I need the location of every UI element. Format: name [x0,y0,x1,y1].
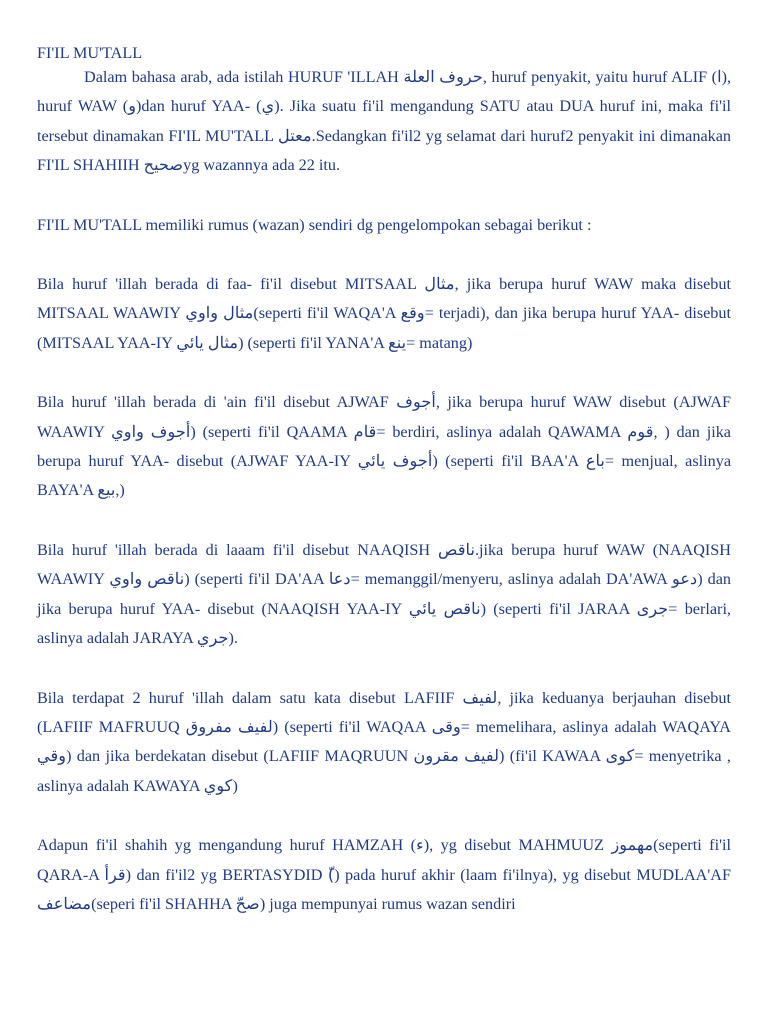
paragraph-intro: Dalam bahasa arab, ada istilah HURUF 'ILLAH حروف العلة, huruf penyakit, yaitu huruf ALIF (ا), huruf WAW (و)dan huruf YAA- (ي). Jika suatu fi'il mengandung SATU atau DUA huruf ini, maka fi'il tersebut dinamakan FI'IL MU'TALL معتل.Sedangkan fi'il2 yg selamat dari huruf2 penyakit ini dimanakan FI'IL SHAHIIH صحيحyg wazannya ada 22 itu. [37,68,732,175]
paragraph-mitsaal: Bila huruf 'illah berada di faa- fi'il disebut MITSAAL مثال, jika berupa huruf WAW maka disebut MITSAAL WAAWIY مثال واوي(seperti fi'il WAQA'A وقع= terjadi), dan jika berupa huruf YAA- disebut (MITSAAL YAA-IY مثال يائي) (seperti fi'il YANA'A ينع= matang) [37,275,731,352]
paragraph-mahmuuz-mudlaaaf: Adapun fi'il shahih yg mengandung huruf HAMZAH (ء), yg disebut MAHMUUZ مهموز(seperti fi'il QARA-A قرأ) dan fi'il2 yg BERTASYDID (ّ) pada huruf akhir (laam fi'ilnya), yg disebut MUDLAA'AF مضاعف(seperi fi'il SHAHHA صحّ) juga mempunyai rumus wazan sendiri [37,836,731,913]
paragraph-ajwaf: Bila huruf 'illah berada di 'ain fi'il disebut AJWAF أجوف, jika berupa huruf WAW disebut (AJWAF WAAWIY أجوف واوي) (seperti fi'il QAAMA قام= berdiri, aslinya adalah QAWAMA قوم, ) dan jika berupa huruf YAA- disebut (AJWAF YAA-IY أجوف يائي) (seperti fi'il BAA'A باع= menjual, aslinya BAYA'A بيع,) [37,393,732,500]
page-title: FI'IL MU'TALL [37,44,143,62]
paragraph-lafiif: Bila terdapat 2 huruf 'illah dalam satu kata disebut LAFIIF لفيف, jika keduanya berjauhan disebut (LAFIIF MAFRUUQ لفيف مفروق) (seperti fi'il WAQAA وقى= memelihara, aslinya adalah WAQAYA وقي) dan jika berdekatan disebut (LAFIIF MAQRUUN لفيف مقرون) (fi'il KAWAA كوى= menyetrika , aslinya adalah KAWAYA كوي) [37,688,731,795]
paragraph-overview: FI'IL MU'TALL memiliki rumus (wazan) sendiri dg pengelompokan sebagai berikut : [37,215,592,234]
paragraph-naaqish: Bila huruf 'illah berada di laaam fi'il disebut NAAQISH ناقص.jika berupa huruf WAW (NAAQISH WAAWIY ناقص واوي) (seperti fi'il DA'AA دعا= memanggil/menyeru, aslinya adalah DA'AWA دعو) dan jika berupa huruf YAA- disebut (NAAQISH YAA-IY ناقص يائي) (seperti fi'il JARAA جرى= berlari, aslinya adalah JARAYA جري). [37,540,732,648]
